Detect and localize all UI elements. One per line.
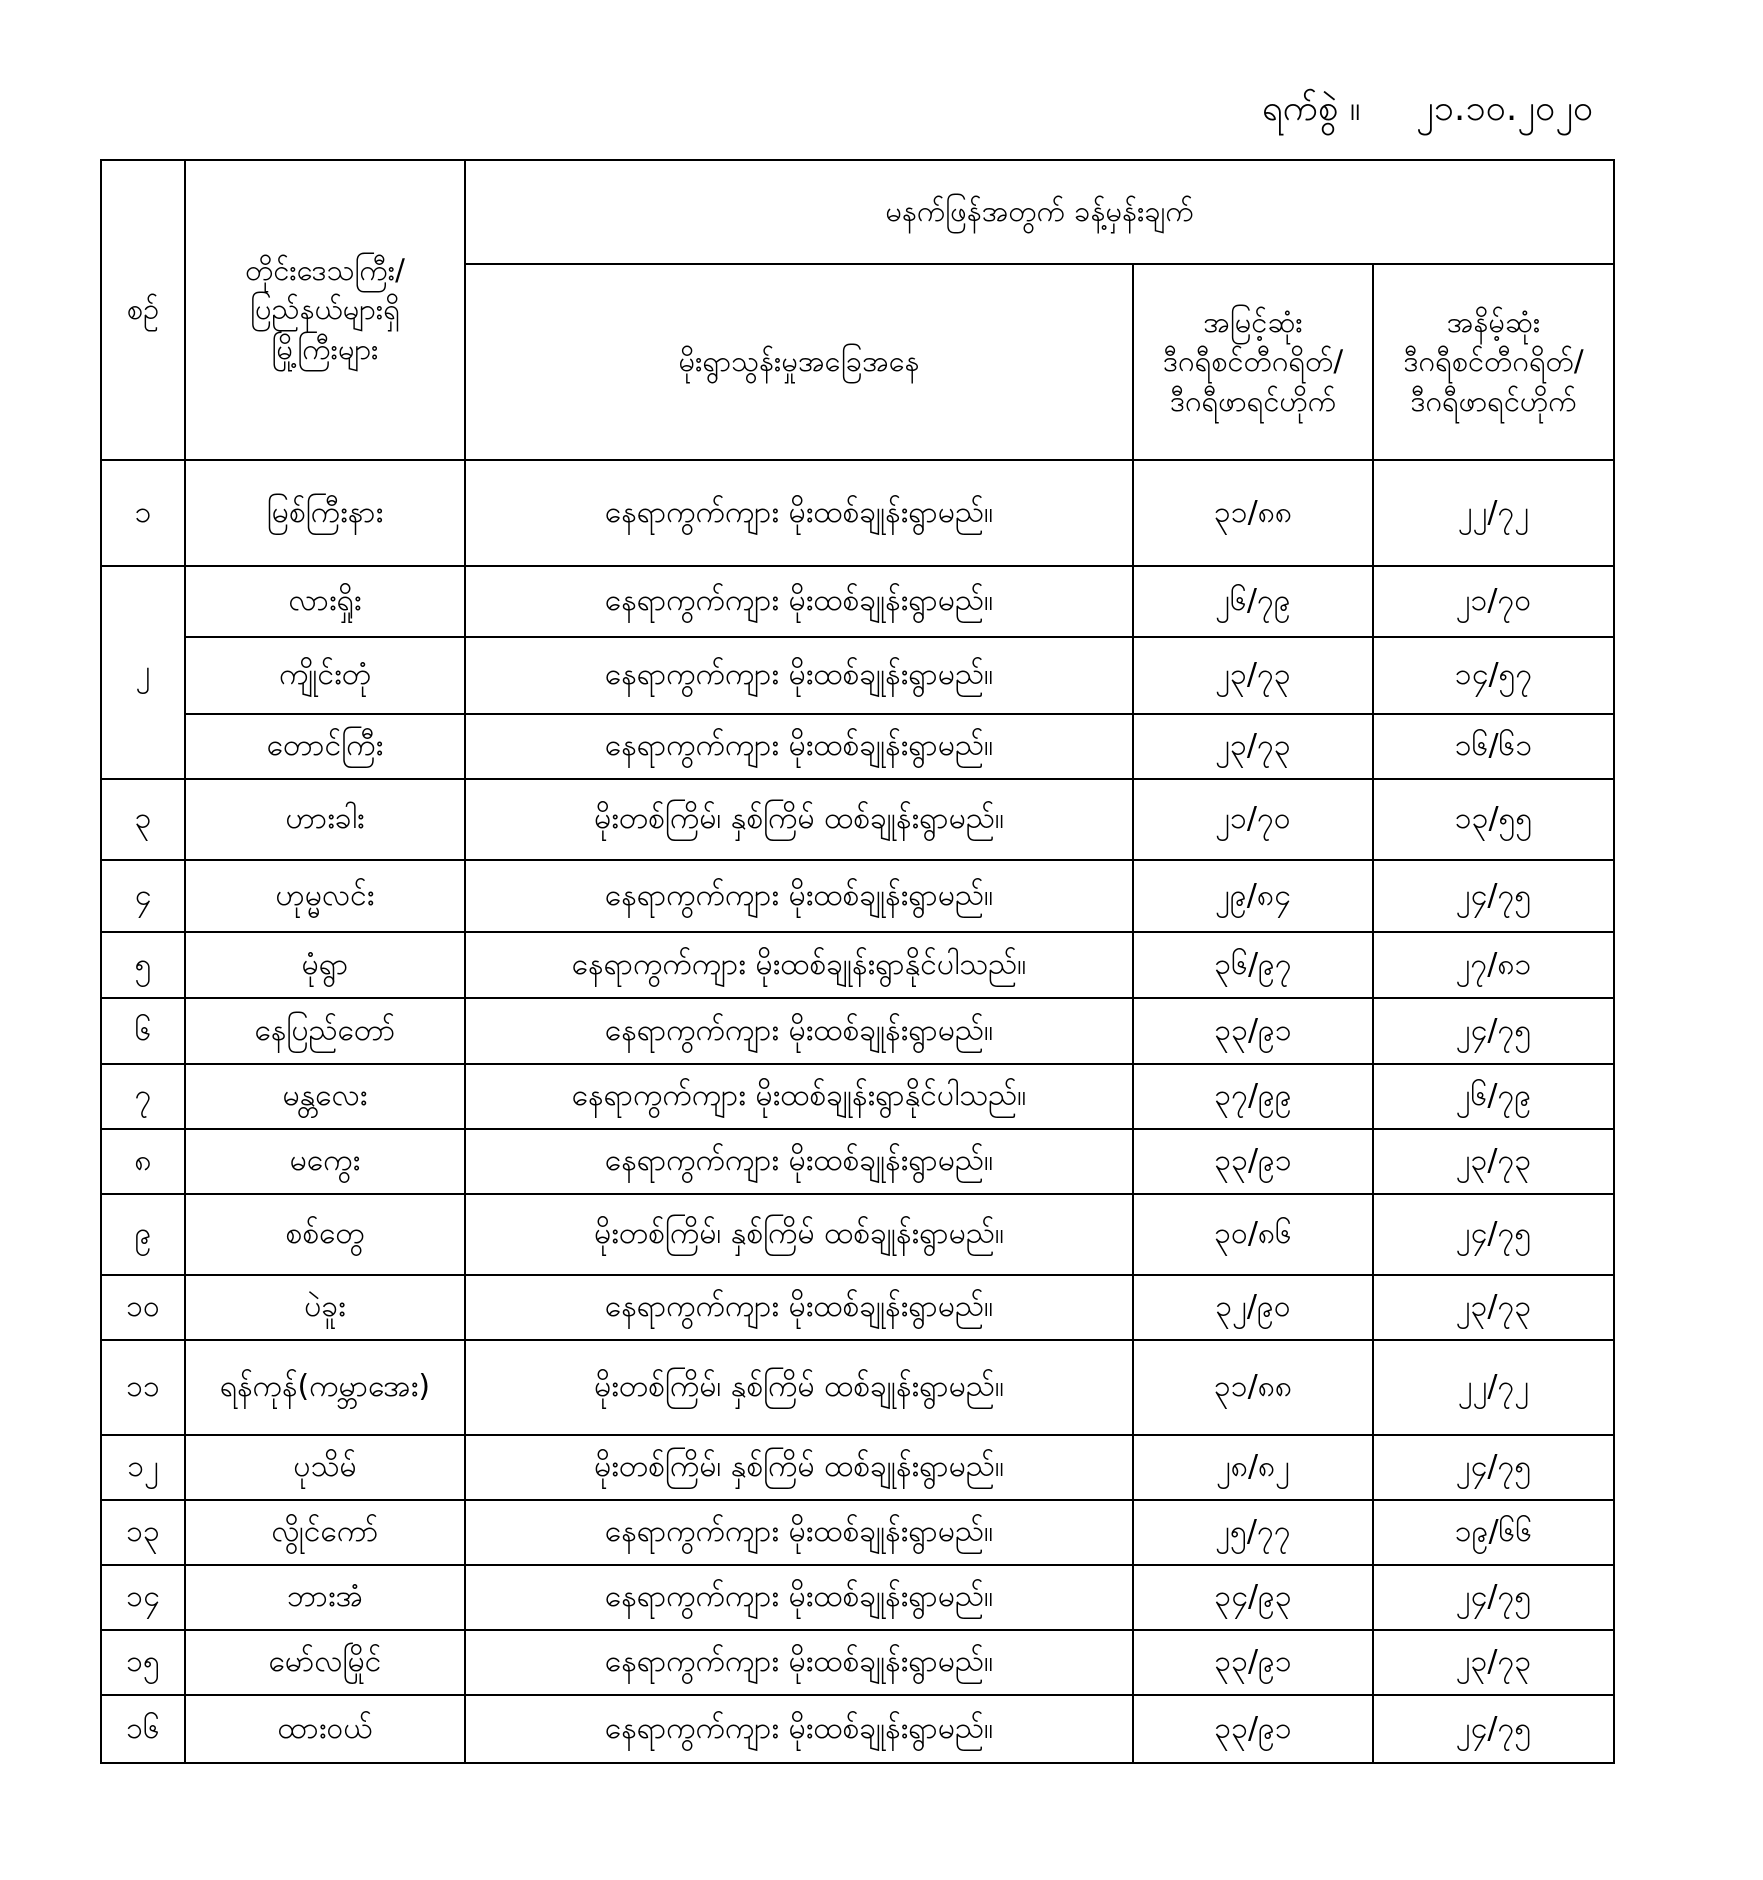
header-city-line3: မြို့ကြီးများ bbox=[271, 331, 379, 366]
cell-city: မန္တလေး bbox=[185, 1064, 465, 1129]
cell-min-temp: ၂၄/၇၅ bbox=[1373, 1194, 1614, 1275]
cell-max-temp: ၃၆/၉၇ bbox=[1133, 932, 1373, 998]
cell-min-temp: ၂၂/၇၂ bbox=[1373, 460, 1614, 566]
cell-city: ဘားအံ bbox=[185, 1565, 465, 1630]
cell-min-temp: ၂၄/၇၅ bbox=[1373, 860, 1614, 932]
cell-min-temp: ၁၉/၆၆ bbox=[1373, 1500, 1614, 1565]
cell-city: မကွေး bbox=[185, 1129, 465, 1194]
cell-max-temp: ၃၃/၉၁ bbox=[1133, 1129, 1373, 1194]
header-min-line1: အနိမ့်ဆုံး bbox=[1446, 305, 1541, 340]
cell-max-temp: ၂၅/၇၇ bbox=[1133, 1500, 1373, 1565]
cell-condition: နေရာကွက်ကျား မိုးထစ်ချုန်းရွာမည်။ bbox=[465, 566, 1133, 637]
date-value: ၂၁.၁၀.၂၀၂၀ bbox=[1415, 88, 1594, 129]
table-row bbox=[101, 1565, 1614, 1630]
cell-min-temp: ၂၄/၇၅ bbox=[1373, 998, 1614, 1064]
cell-min-temp: ၂၄/၇၅ bbox=[1373, 1435, 1614, 1500]
cell-min-temp: ၁၆/၆၁ bbox=[1373, 714, 1614, 779]
cell-serial: ၇ bbox=[101, 1064, 185, 1129]
cell-serial: ၆ bbox=[101, 998, 185, 1064]
cell-max-temp: ၃၁/၈၈ bbox=[1133, 460, 1373, 566]
cell-condition: နေရာကွက်ကျား မိုးထစ်ချုန်းရွာမည်။ bbox=[465, 860, 1133, 932]
cell-max-temp: ၃၁/၈၈ bbox=[1133, 1340, 1373, 1435]
cell-serial: ၉ bbox=[101, 1194, 185, 1275]
cell-serial: ၄ bbox=[101, 860, 185, 932]
header-max-temp bbox=[1133, 264, 1373, 460]
cell-serial: ၁၁ bbox=[101, 1340, 185, 1435]
table-row bbox=[101, 932, 1614, 998]
table-row bbox=[101, 998, 1614, 1064]
cell-max-temp: ၃၃/၉၁ bbox=[1133, 1630, 1373, 1695]
table-row bbox=[101, 1275, 1614, 1340]
cell-condition: နေရာကွက်ကျား မိုးထစ်ချုန်းရွာမည်။ bbox=[465, 1695, 1133, 1763]
table-row bbox=[101, 1500, 1614, 1565]
cell-condition: နေရာကွက်ကျား မိုးထစ်ချုန်းရွာမည်။ bbox=[465, 1275, 1133, 1340]
table-row bbox=[101, 1064, 1614, 1129]
cell-min-temp: ၂၇/၈၁ bbox=[1373, 932, 1614, 998]
cell-serial: ၁ bbox=[101, 460, 185, 566]
cell-max-temp: ၂၉/၈၄ bbox=[1133, 860, 1373, 932]
table-row bbox=[101, 1340, 1614, 1435]
cell-condition: နေရာကွက်ကျား မိုးထစ်ချုန်းရွာနိုင်ပါသည်။ bbox=[465, 932, 1133, 998]
header-min-line2: ဒီဂရီစင်တီဂရိတ်/ bbox=[1403, 344, 1584, 379]
cell-city: လားရှိုး bbox=[185, 566, 465, 637]
cell-max-temp: ၃၃/၉၁ bbox=[1133, 998, 1373, 1064]
cell-serial: ၃ bbox=[101, 779, 185, 860]
cell-max-temp: ၃၇/၉၉ bbox=[1133, 1064, 1373, 1129]
cell-city: လွိုင်ကော် bbox=[185, 1500, 465, 1565]
table-row bbox=[101, 1129, 1614, 1194]
cell-serial: ၂ bbox=[101, 566, 185, 779]
cell-max-temp: ၂၃/၇၃ bbox=[1133, 637, 1373, 714]
forecast-table bbox=[100, 159, 1615, 1764]
cell-max-temp: ၂၃/၇၃ bbox=[1133, 714, 1373, 779]
table-row bbox=[101, 1630, 1614, 1695]
header-city-line1: တိုင်းဒေသကြီး/ bbox=[245, 253, 405, 288]
cell-city: တောင်ကြီး bbox=[185, 714, 465, 779]
cell-min-temp: ၁၃/၅၅ bbox=[1373, 779, 1614, 860]
table-row bbox=[101, 779, 1614, 860]
cell-max-temp: ၃၂/၉၀ bbox=[1133, 1275, 1373, 1340]
cell-condition: နေရာကွက်ကျား မိုးထစ်ချုန်းရွာမည်။ bbox=[465, 1630, 1133, 1695]
cell-city: မြစ်ကြီးနား bbox=[185, 460, 465, 566]
cell-city: စစ်တွေ bbox=[185, 1194, 465, 1275]
cell-max-temp: ၂၁/၇၀ bbox=[1133, 779, 1373, 860]
cell-max-temp: ၂၈/၈၂ bbox=[1133, 1435, 1373, 1500]
cell-min-temp: ၂၆/၇၉ bbox=[1373, 1064, 1614, 1129]
header-min-line3: ဒီဂရီဖာရင်ဟိုက် bbox=[1410, 383, 1577, 418]
table-row bbox=[101, 637, 1614, 714]
cell-max-temp: ၃၃/၉၁ bbox=[1133, 1695, 1373, 1763]
header-condition: မိုးရွာသွန်းမှုအခြေအနေ bbox=[465, 264, 1133, 460]
header-city bbox=[185, 160, 465, 460]
cell-city: မုံရွာ bbox=[185, 932, 465, 998]
table-row bbox=[101, 860, 1614, 932]
cell-condition: မိုးတစ်ကြိမ်၊ နှစ်ကြိမ် ထစ်ချုန်းရွာမည်။ bbox=[465, 1340, 1133, 1435]
cell-serial: ၁၅ bbox=[101, 1630, 185, 1695]
cell-city: ထားဝယ် bbox=[185, 1695, 465, 1763]
header-city-line2: ပြည်နယ်များရှိ bbox=[250, 292, 400, 327]
header-max-line3: ဒီဂရီဖာရင်ဟိုက် bbox=[1169, 383, 1337, 418]
header-forecast-group: မနက်ဖြန်အတွက် ခန့်မှန်းချက် bbox=[465, 160, 1614, 264]
date-label: ရက်စွဲ ။ bbox=[1262, 88, 1361, 129]
cell-serial: ၈ bbox=[101, 1129, 185, 1194]
table-row bbox=[101, 714, 1614, 779]
cell-condition: နေရာကွက်ကျား မိုးထစ်ချုန်းရွာမည်။ bbox=[465, 1565, 1133, 1630]
cell-city: ရန်ကုန်(ကမ္ဘာအေး) bbox=[185, 1340, 465, 1435]
cell-city: ကျိုင်းတုံ bbox=[185, 637, 465, 714]
cell-city: မော်လမြိုင် bbox=[185, 1630, 465, 1695]
cell-min-temp: ၂၃/၇၃ bbox=[1373, 1129, 1614, 1194]
cell-serial: ၅ bbox=[101, 932, 185, 998]
cell-condition: နေရာကွက်ကျား မိုးထစ်ချုန်းရွာမည်။ bbox=[465, 714, 1133, 779]
cell-serial: ၁၃ bbox=[101, 1500, 185, 1565]
cell-serial: ၁၄ bbox=[101, 1565, 185, 1630]
cell-city: ဟားခါး bbox=[185, 779, 465, 860]
header-max-line1: အမြင့်ဆုံး bbox=[1203, 305, 1303, 340]
cell-max-temp: ၃၄/၉၃ bbox=[1133, 1565, 1373, 1630]
table-row bbox=[101, 566, 1614, 637]
report-date bbox=[1262, 84, 1593, 138]
cell-serial: ၁၆ bbox=[101, 1695, 185, 1763]
header-min-temp bbox=[1373, 264, 1614, 460]
cell-min-temp: ၂၃/၇၃ bbox=[1373, 1275, 1614, 1340]
cell-condition: နေရာကွက်ကျား မိုးထစ်ချုန်းရွာမည်။ bbox=[465, 998, 1133, 1064]
cell-condition: နေရာကွက်ကျား မိုးထစ်ချုန်းရွာမည်။ bbox=[465, 1500, 1133, 1565]
cell-min-temp: ၂၄/၇၅ bbox=[1373, 1565, 1614, 1630]
cell-max-temp: ၃၀/၈၆ bbox=[1133, 1194, 1373, 1275]
cell-min-temp: ၂၄/၇၅ bbox=[1373, 1695, 1614, 1763]
cell-condition: နေရာကွက်ကျား မိုးထစ်ချုန်းရွာမည်။ bbox=[465, 637, 1133, 714]
header-max-line2: ဒီဂရီစင်တီဂရိတ်/ bbox=[1162, 344, 1344, 379]
cell-serial: ၁၂ bbox=[101, 1435, 185, 1500]
cell-city: နေပြည်တော် bbox=[185, 998, 465, 1064]
cell-condition: မိုးတစ်ကြိမ်၊ နှစ်ကြိမ် ထစ်ချုန်းရွာမည်။ bbox=[465, 1194, 1133, 1275]
cell-condition: မိုးတစ်ကြိမ်၊ နှစ်ကြိမ် ထစ်ချုန်းရွာမည်။ bbox=[465, 779, 1133, 860]
table-row bbox=[101, 1194, 1614, 1275]
cell-min-temp: ၂၃/၇၃ bbox=[1373, 1630, 1614, 1695]
cell-condition: နေရာကွက်ကျား မိုးထစ်ချုန်းရွာမည်။ bbox=[465, 460, 1133, 566]
cell-condition: နေရာကွက်ကျား မိုးထစ်ချုန်းရွာမည်။ bbox=[465, 1129, 1133, 1194]
cell-serial: ၁၀ bbox=[101, 1275, 185, 1340]
table-row bbox=[101, 1695, 1614, 1763]
cell-min-temp: ၂၁/၇၀ bbox=[1373, 566, 1614, 637]
header-serial: စဉ် bbox=[101, 160, 185, 460]
cell-city: ပဲခူး bbox=[185, 1275, 465, 1340]
cell-min-temp: ၂၂/၇၂ bbox=[1373, 1340, 1614, 1435]
cell-min-temp: ၁၄/၅၇ bbox=[1373, 637, 1614, 714]
cell-city: ဟုမ္မလင်း bbox=[185, 860, 465, 932]
table-row bbox=[101, 1435, 1614, 1500]
table-row bbox=[101, 460, 1614, 566]
cell-condition: မိုးတစ်ကြိမ်၊ နှစ်ကြိမ် ထစ်ချုန်းရွာမည်။ bbox=[465, 1435, 1133, 1500]
cell-city: ပုသိမ် bbox=[185, 1435, 465, 1500]
cell-max-temp: ၂၆/၇၉ bbox=[1133, 566, 1373, 637]
cell-condition: နေရာကွက်ကျား မိုးထစ်ချုန်းရွာနိုင်ပါသည်။ bbox=[465, 1064, 1133, 1129]
